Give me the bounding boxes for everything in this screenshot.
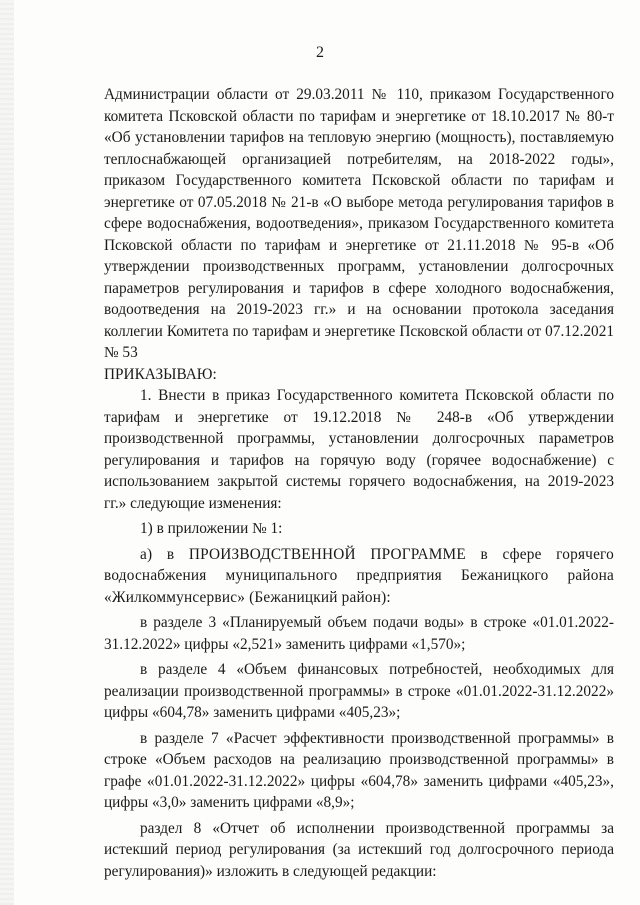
document-body — [104, 84, 614, 882]
paragraph-section-8: раздел 8 «Отчет об исполнении производственной программы за истекший период регулирования (за истекший год долгосрочного периода регулирования)» изложить в следующей редакции: — [104, 819, 614, 880]
scan-edge-artifact — [0, 0, 14, 905]
paragraph-order-word: ПРИКАЗЫВАЮ: — [104, 365, 217, 383]
paragraph-appendix: 1) в приложении № 1: — [140, 520, 283, 537]
page-number: 2 — [316, 44, 324, 61]
paragraph-item-1: 1. Внести в приказ Государственного комитета Псковской области по тарифам и энергетике от 19.12.2018 № 248-в «Об утверждении производственной программы, установлении долгосрочных параметров регулирования и тарифов на горячую воду (горячее водоснабжение) с использованием закрытой системы горячего водоснабжения, на 2019-2023 гг.» следующие изменения: — [104, 387, 614, 512]
paragraph-section-7: в разделе 7 «Расчет эффективности производственной программы» в строке «Объем расходов на реализацию производственной программы» в графе «01.01.2022-31.12.2022» цифры «604,78» заменить цифрами «405,23», цифры «3,0» заменить цифрами «8,9»; — [104, 729, 614, 811]
paragraph-section-3: в разделе 3 «Планируемый объем подачи воды» в строке «01.01.2022-31.12.2022» цифры «2,521» заменить цифрами «1,570»; — [104, 614, 614, 653]
paragraph-program: а) в ПРОИЗВОДСТВЕННОЙ ПРОГРАММЕ в сфере горячего водоснабжения муниципального предприятия Бежаницкого района «Жилкоммунсервис» (Бежаницкий район): — [104, 545, 614, 606]
paragraph-preamble: Администрации области от 29.03.2011 № 110, приказом Государственного комитета Псковской области по тарифам и энергетике от 18.10.2017 № 80-т «Об установлении тарифов на тепловую энергию (мощность), поставляемую теплоснабжающей организацией потребителям, на 2018-2022 годы», приказом Государственного комитета Псковской области по тарифам и энергетике от 07.05.2018 № 21-в «О выборе метода регулирования тарифов в сфере водоснабжения, водоотведения», приказом Государственного комитета Псковской области по тарифам и энергетике от 21.11.2018 № 95-в «Об утверждении производственных программ, установлении долгосрочных параметров регулирования и тарифов в сфере холодного водоснабжения, водоотведения на 2019-2023 гг.» и на основании протокола заседания коллегии Комитета по тарифам и энергетике Псковской области от 07.12.2021 № 53 — [104, 86, 614, 361]
paragraph-section-4: в разделе 4 «Объем финансовых потребностей, необходимых для реализации производственной программы» в строке «01.01.2022-31.12.2022» цифры «604,78» заменить цифрами «405,23»; — [104, 661, 614, 721]
